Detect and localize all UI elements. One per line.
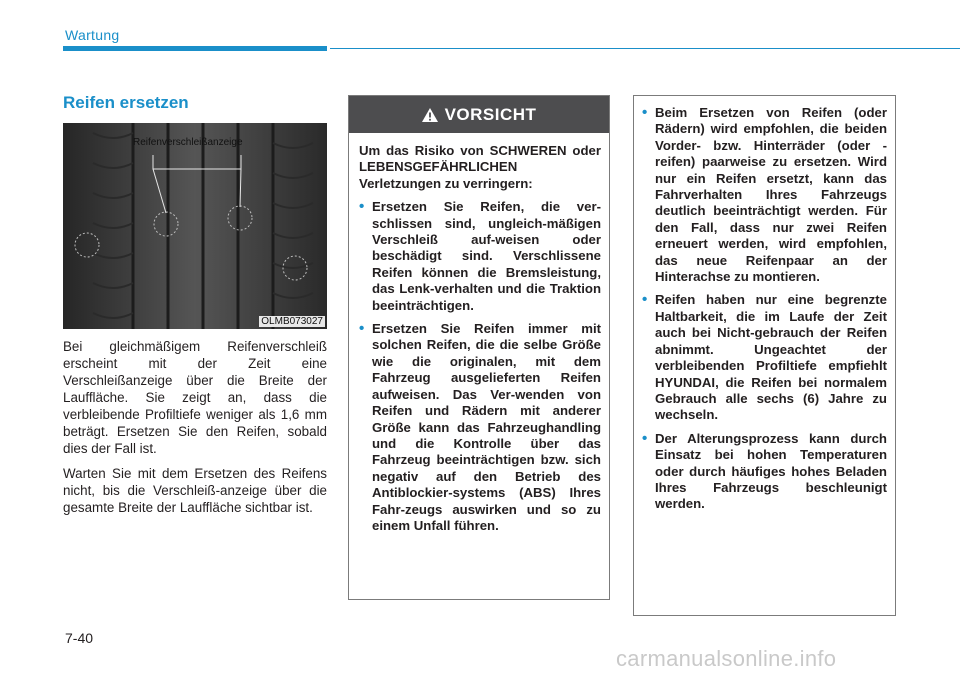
caution-body xyxy=(349,133,609,534)
body-paragraph: Bei gleichmäßigem Reifenverschleiß erscheint mit der Zeit eine Verschleißanzeige über die Breite der Lauffläche. Sie zeigt an, dass die verbleibende Profiltiefe weniger als 1,6 mm beträgt. Ersetzen Sie den Reifen, sobald dies der Fall ist. xyxy=(63,339,327,456)
page-heading: Reifen ersetzen xyxy=(63,93,189,112)
page-number: 7-40 xyxy=(65,630,94,646)
header-rule-thin xyxy=(330,48,960,49)
caution-item: • Ersetzen Sie Reifen, die ver-schlissen sind, ungleich-mäßigen Verschleiß auf-weisen oder beschädigt sind. Verschlissene Reifen können die Bremsleistung, das Lenk-verhalten und die Traktion beeinträchtigen. xyxy=(359,199,601,314)
tire-tread-illustration xyxy=(63,123,327,329)
caution-title: VORSICHT xyxy=(444,104,537,124)
section-label: Wartung xyxy=(65,27,120,43)
notes-item: • Beim Ersetzen von Reifen (oder Rädern) wird empfohlen, die beiden Vorder- bzw. Hinterräder (oder -reifen) paarweise zu ersetzen. Wird nur ein Reifen ersetzt, kann das Fahrverhalten Ihres Fahrzeugs deutlich beeinträchtigt werden. Für den Fall, dass nur zwei Reifen erneuert werden, wird empfohlen, das neue Reifenpaar an der Hinterachse zu montieren. xyxy=(642,105,887,285)
warning-triangle-icon xyxy=(422,108,438,122)
caution-list xyxy=(359,199,601,534)
caution-header xyxy=(349,96,609,133)
watermark: carmanualsonline.info xyxy=(616,646,837,671)
figure-label: Reifenverschleißanzeige xyxy=(133,137,243,148)
body-paragraph: Warten Sie mit dem Ersetzen des Reifens nicht, bis die Verschleiß-anzeige über die gesamte Breite der Lauffläche sichtbar ist. xyxy=(63,466,327,515)
notes-list xyxy=(642,105,887,513)
figure-code: OLMB073027 xyxy=(261,316,323,327)
tire-wear-figure xyxy=(63,123,327,329)
caution-box xyxy=(348,95,610,600)
body-text xyxy=(63,338,327,524)
caution-intro: Um das Risiko von SCHWEREN oder LEBENSGEFÄHRLICHEN Verletzungen zu verringern: xyxy=(359,143,601,191)
notes-item: • Reifen haben nur eine begrenzte Haltbarkeit, die im Laufe der Zeit auch bei Nicht-gebrauch der Reifen abnimmt. Ungeachtet der verbleibenden Profiltiefe empfiehlt HYUNDAI, die Reifen bei normalem Gebrauch alle sechs (6) Jahre zu wechseln. xyxy=(642,292,887,423)
header-rule-thick xyxy=(63,46,327,51)
caution-item: • Ersetzen Sie Reifen immer mit solchen Reifen, die die selbe Größe wie die originalen, mit dem Fahrzeug ausgelieferten Reifen aufweisen. Das Ver-wenden von Reifen und Rädern mit anderer Größe kann das Fahrzeughandling und die Kontrolle über das Fahrzeug beeinträchtigen bzw. sich negativ auf den Betrieb des Antiblockier-systems (ABS) Ihres Fahr-zeugs auswirken und so zu einem Unfall führen. xyxy=(359,321,601,534)
tire-replacement-notes-box xyxy=(633,95,896,616)
notes-item: • Der Alterungsprozess kann durch Einsatz bei hohen Temperaturen oder durch häufiges hohes Beladen Ihres Fahrzeugs beschleunigt werden. xyxy=(642,431,887,513)
